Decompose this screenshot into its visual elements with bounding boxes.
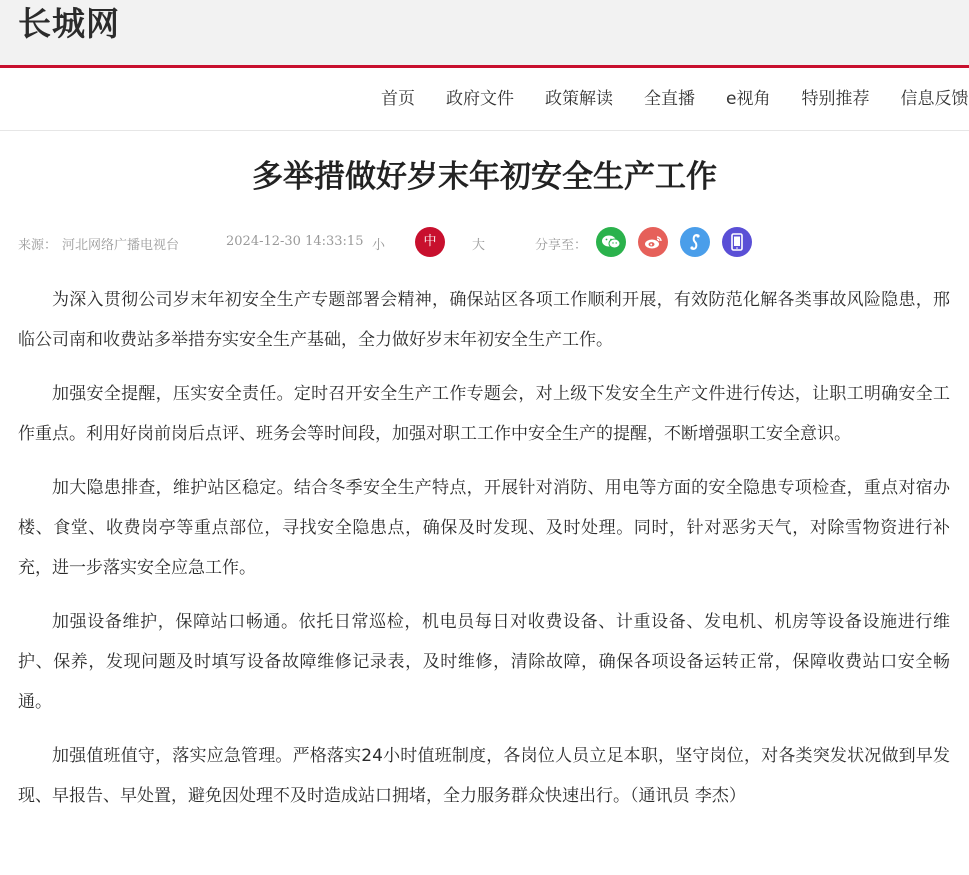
font-size-small-button[interactable]: 小 bbox=[372, 238, 386, 253]
share-phone-button[interactable] bbox=[722, 227, 752, 257]
wechat-icon bbox=[601, 234, 621, 250]
nav-item-e-view[interactable]: e视角 bbox=[726, 89, 771, 109]
nav-item-policy[interactable]: 政策解读 bbox=[545, 89, 613, 109]
article-paragraph: 加强安全提醒，压实安全责任。定时召开安全生产工作专题会，对上级下发安全生产文件进行传达，让职工明确安全工作重点。利用好岗前岗后点评、班务会等时间段，加强对职工工作中安全生产的提醒，不断增强职工安全意识。 bbox=[18, 384, 950, 444]
article-title: 多举措做好岁末年初安全生产工作 bbox=[252, 159, 717, 195]
share-link-button[interactable] bbox=[680, 227, 710, 257]
article-meta bbox=[18, 226, 958, 258]
article-paragraph: 加强设备维护，保障站口畅通。依托日常巡检，机电员每日对收费设备、计重设备、发电机、机房等设备设施进行维护、保养，发现问题及时填写设备故障维修记录表，及时维修，清除故障，确保各项设备运转正常，保障收费站口安全畅通。 bbox=[18, 612, 950, 712]
nav-item-gov-docs[interactable]: 政府文件 bbox=[446, 89, 514, 109]
phone-icon bbox=[730, 233, 744, 251]
site-header bbox=[0, 0, 969, 68]
main-nav bbox=[0, 68, 969, 131]
article-body bbox=[18, 280, 950, 830]
font-size-medium-button[interactable]: 中 bbox=[415, 227, 445, 257]
article-source: 河北网络广播电视台 bbox=[62, 238, 180, 253]
source-label: 来源： bbox=[18, 238, 58, 253]
nav-items bbox=[381, 87, 969, 111]
nav-item-home[interactable]: 首页 bbox=[381, 89, 415, 109]
font-size-large-button[interactable]: 大 bbox=[472, 238, 486, 253]
link-icon bbox=[687, 233, 703, 251]
article-paragraph: 加大隐患排查，维护站区稳定。结合冬季安全生产特点，开展针对消防、用电等方面的安全隐患专项检查，重点对宿办楼、食堂、收费岗亭等重点部位，寻找安全隐患点，确保及时发现、及时处理。同时，针对恶劣天气，对除雪物资进行补充，进一步落实安全应急工作。 bbox=[18, 478, 950, 578]
nav-item-feedback[interactable]: 信息反馈 bbox=[900, 89, 969, 109]
share-label: 分享至： bbox=[535, 238, 588, 253]
nav-item-featured[interactable]: 特别推荐 bbox=[801, 89, 870, 109]
article-paragraph: 加强值班值守，落实应急管理。严格落实24小时值班制度，各岗位人员立足本职，坚守岗位，对各类突发状况做到早发现、早报告、早处置，避免因处理不及时造成站口拥堵，全力服务群众快速出行。（通讯员 李杰） bbox=[18, 746, 950, 806]
article-paragraph: 为深入贯彻公司岁末年初安全生产专题部署会精神，确保站区各项工作顺利开展，有效防范化解各类事故风险隐患，邢临公司南和收费站多举措夯实安全生产基础，全力做好岁末年初安全生产工作。 bbox=[18, 290, 950, 350]
nav-item-live[interactable]: 全直播 bbox=[644, 89, 695, 109]
share-wechat-button[interactable] bbox=[596, 227, 626, 257]
share-weibo-button[interactable] bbox=[638, 227, 668, 257]
weibo-icon bbox=[643, 234, 663, 250]
article-date: 2024-12-30 14:33:15 bbox=[226, 234, 364, 249]
site-logo[interactable]: 长城网 bbox=[18, 4, 120, 43]
